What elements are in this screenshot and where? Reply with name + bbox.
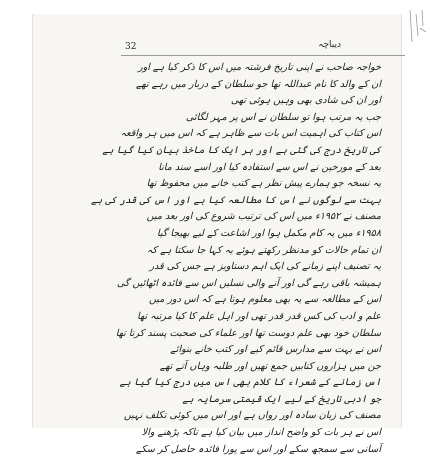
text-line: جب یہ مرتب ہوا تو سلطان نے اس پر مہر لگائی (185, 111, 381, 123)
text-line: اس نے ہر بات کو واضح انداز میں بیان کیا ہے تاکہ پڑھنے والا (141, 427, 381, 439)
text-line: کی تاریخ درج کی گئی ہے اور ہر ایک کا ماخذ بیان کیا گیا ہے (102, 144, 381, 156)
text-line: علم و ادب کی کس قدر قدر تھی اور اہل علم کا کیا مرتبہ تھا (137, 310, 381, 322)
body-text (90, 60, 381, 458)
book-page (32, 14, 402, 455)
running-head: دیباچہ (318, 40, 341, 50)
text-line: ہمیشہ باقی رہے گی اور آنے والی نسلیں اس سے فائدہ اٹھائیں گی (116, 277, 381, 289)
text-line: اس زمانے کے شعراء کا کلام بھی اس میں درج کیا گیا ہے (119, 377, 381, 389)
text-line: اس نے بہت سے مدارس قائم کیے اور کتب خانے بنوائے (170, 344, 381, 356)
text-line: خواجہ صاحب نے اپنی تاریخ فرشتہ میں اس کا ذکر کیا ہے اور (137, 62, 381, 73)
text-line: اس کے مطالعہ سے یہ بھی معلوم ہوتا ہے کہ اس دور میں (149, 294, 381, 306)
text-line: مصنف نے ۱۹۵۲ء میں اس کی ترتیب شروع کی اور بعد میں (146, 211, 381, 223)
text-line: بعد کے مورخین نے اس سے استفادہ کیا اور اسے سند مانا (158, 161, 381, 173)
text-line: مصنف کی زبان سادہ اور رواں ہے اور اس میں کوئی تکلف نہیں (123, 410, 381, 422)
page-number: 32 (125, 42, 137, 52)
text-line: جو ادبی تاریخ کے لیے ایک قیمتی سرمایہ ہے (182, 393, 381, 405)
text-line: ان کے والد کا نام عبداللہ تھا جو سلطان کے دربار میں رہے تھے (135, 78, 381, 90)
corner-scribble-mark (406, 6, 428, 46)
text-line: جن میں ہزاروں کتابیں جمع تھیں اور طلبہ وہاں آتے تھے (159, 360, 381, 372)
text-line: یہ تصنیف اپنے زمانے کی ایک اہم دستاویز ہے جس کی قدر (149, 261, 381, 273)
text-line: سلطان خود بھی علم دوست تھا اور علماء کی صحبت پسند کرتا تھا (115, 327, 381, 339)
text-line: ان تمام حالات کو مدنظر رکھتے ہوئے یہ کہا جا سکتا ہے کہ (146, 244, 381, 256)
header-rule (121, 55, 405, 56)
text-line: اور ان کی شادی بھی وہیں ہوئی تھی (230, 95, 381, 107)
text-line: یہ نسخہ جو ہمارے پیش نظر ہے کتب خانے میں محفوظ تھا (146, 178, 381, 190)
text-line: بہت سے لوگوں نے اس کا مطالعہ کیا ہے اور اس کی قدر کی ہے (90, 194, 381, 206)
text-line: آسانی سے سمجھ سکے اور اس سے پورا فائدہ حاصل کر سکے (135, 443, 381, 455)
text-line: اس کتاب کی اہمیت اس بات سے ظاہر ہے کہ اس میں ہر واقعہ (120, 128, 381, 140)
text-line: ۱۹۵۸ء میں یہ کام مکمل ہوا اور اشاعت کے لیے بھیجا گیا (156, 227, 381, 239)
